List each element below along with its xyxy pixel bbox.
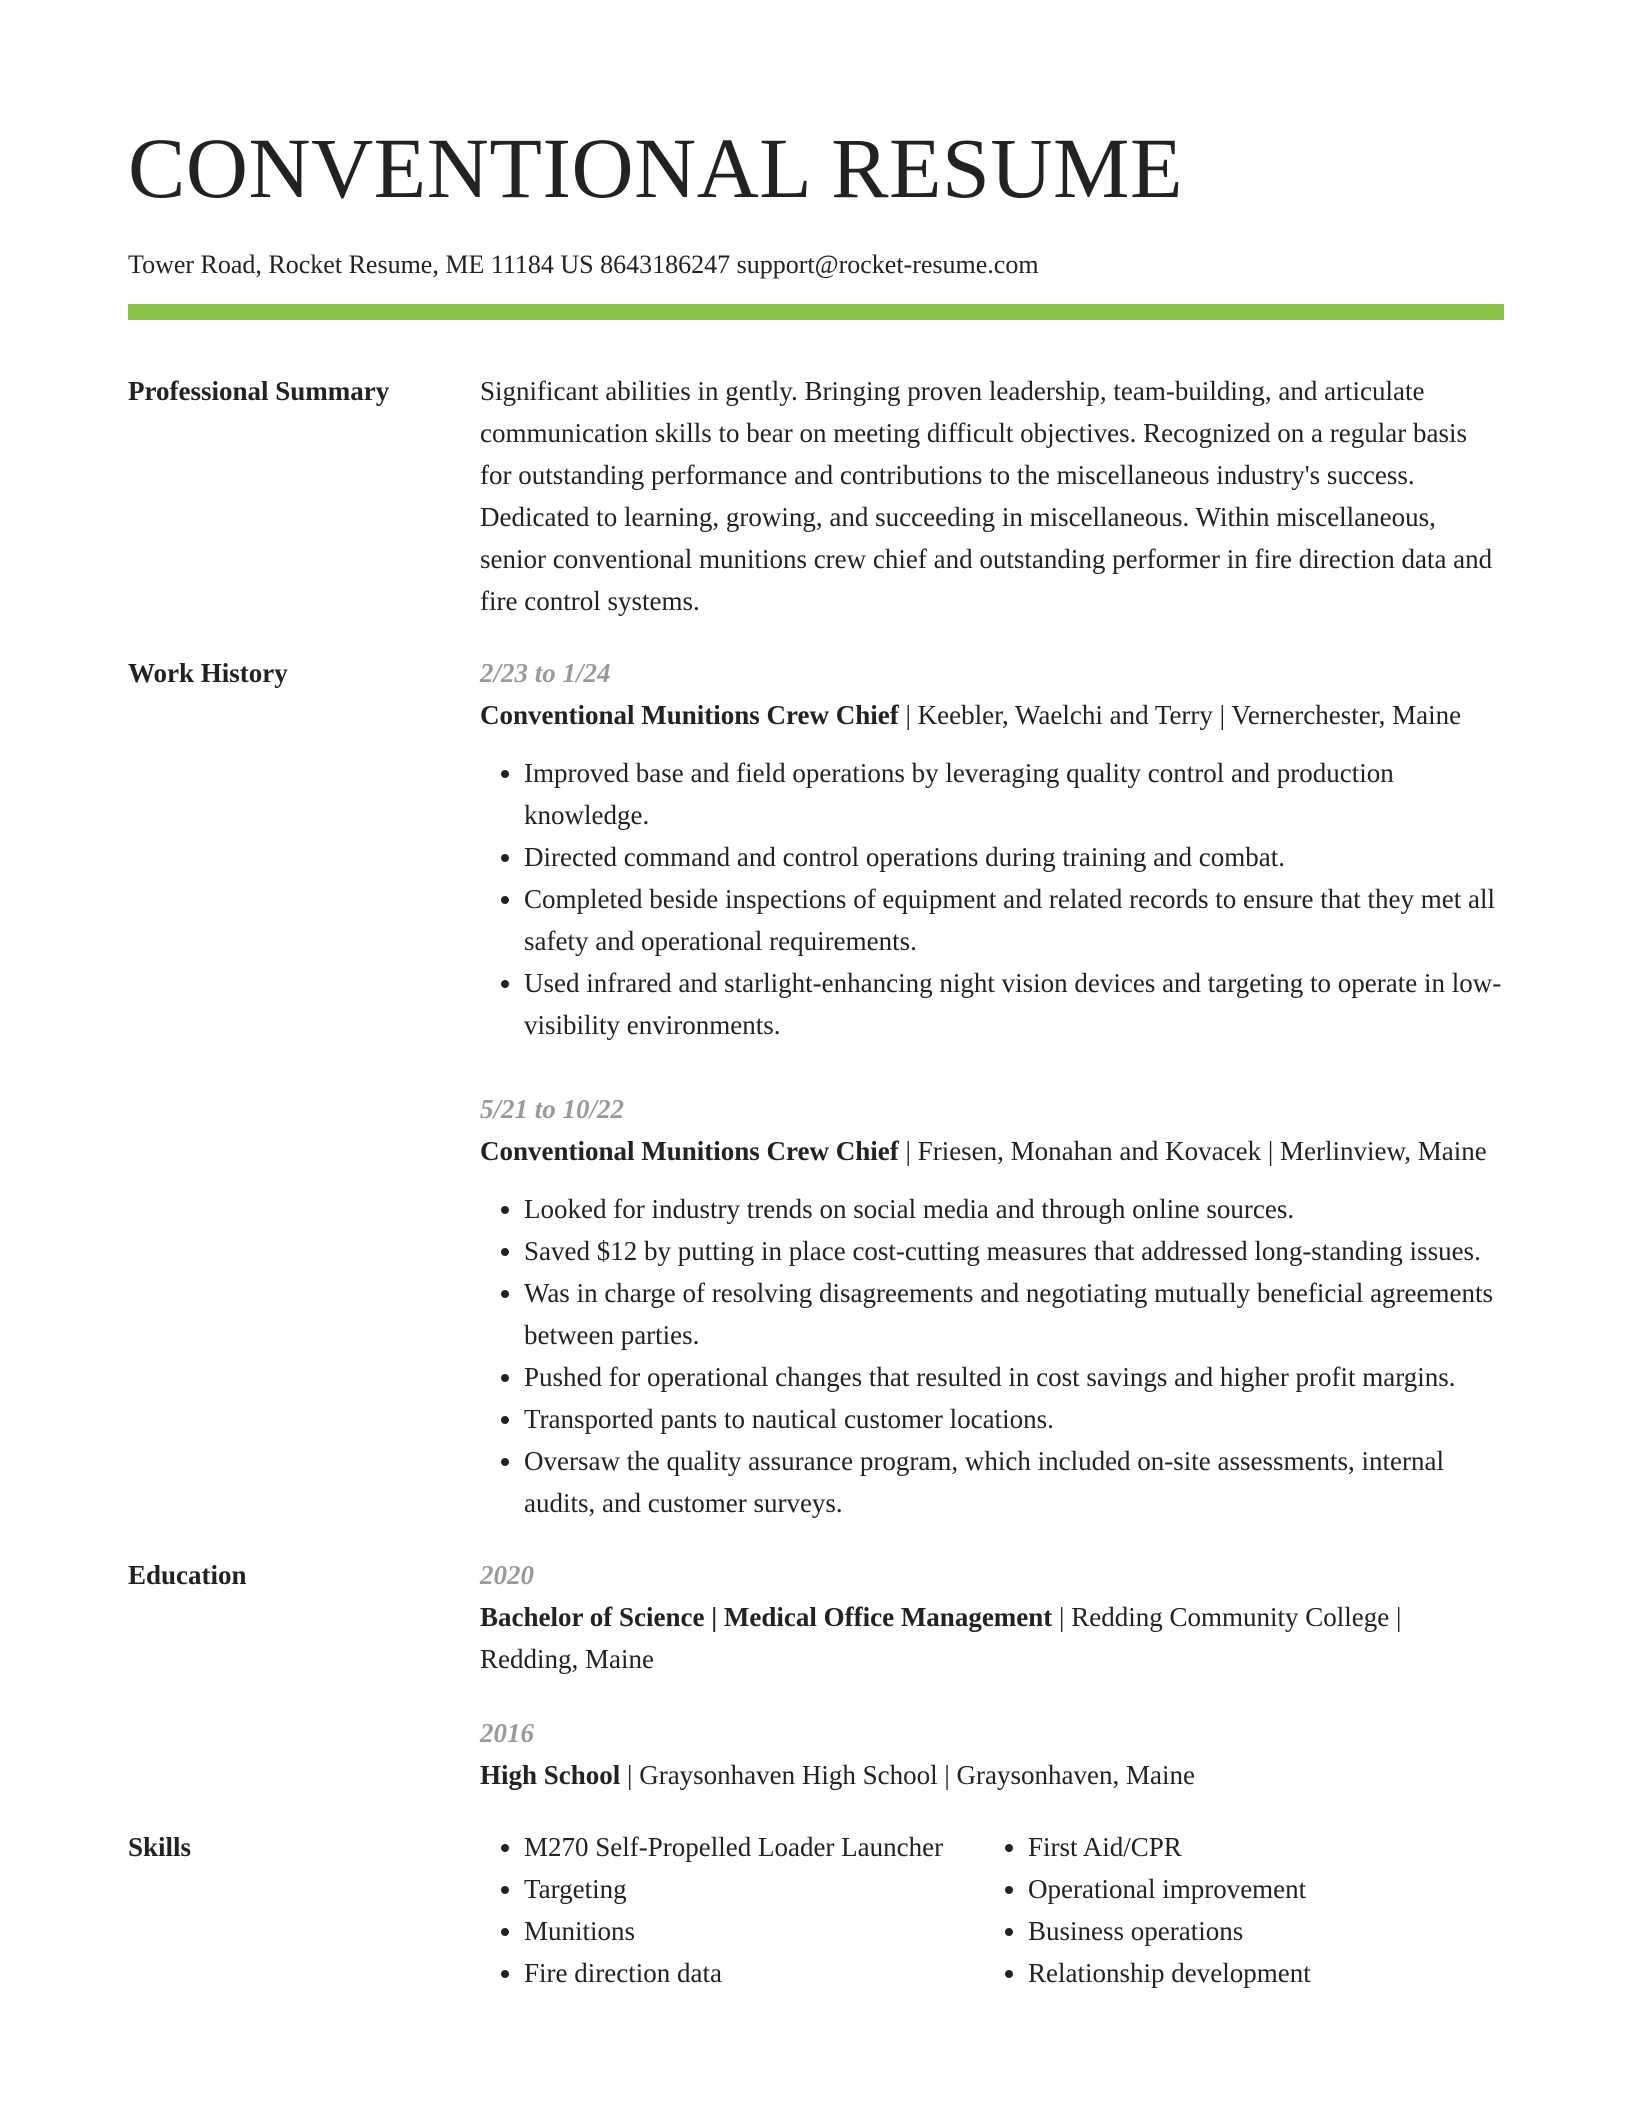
job-bullet: • Completed beside inspections of equipment and related records to ensure that they met all safety and operational requirements. <box>524 878 1504 962</box>
skills-grid <box>480 1826 1504 1994</box>
school-location: | Graysonhaven High School | Graysonhaven, Maine <box>620 1760 1195 1790</box>
job-entry <box>480 1088 1504 1524</box>
skill-item: • Operational improvement <box>1028 1868 1488 1910</box>
job-heading <box>480 694 1504 736</box>
job-bullet: • Pushed for operational changes that resulted in cost savings and higher profit margins. <box>524 1356 1504 1398</box>
work-history-heading: Work History <box>128 658 288 688</box>
skill-item: • Fire direction data <box>524 1952 984 1994</box>
job-bullet: • Was in charge of resolving disagreements and negotiating mutually beneficial agreements between parties. <box>524 1272 1504 1356</box>
job-bullet: • Looked for industry trends on social media and through online sources. <box>524 1188 1504 1230</box>
job-bullet: • Oversaw the quality assurance program, which included on-site assessments, internal audits, and customer surveys. <box>524 1440 1504 1524</box>
job-title: Conventional Munitions Crew Chief <box>480 700 899 730</box>
education-heading-line <box>480 1596 1504 1680</box>
job-title: Conventional Munitions Crew Chief <box>480 1136 899 1166</box>
work-history-section <box>128 652 1504 1524</box>
summary-heading: Professional Summary <box>128 376 390 406</box>
resume-page <box>128 0 1504 1994</box>
job-dates: 5/21 to 10/22 <box>480 1094 625 1124</box>
accent-divider <box>128 304 1504 320</box>
job-dates: 2/23 to 1/24 <box>480 658 611 688</box>
job-bullet: • Improved base and field operations by leveraging quality control and production knowledge. <box>524 752 1504 836</box>
skill-item: • First Aid/CPR <box>1028 1826 1488 1868</box>
education-section <box>128 1554 1504 1796</box>
degree-title: High School <box>480 1760 621 1790</box>
job-bullet-list <box>480 752 1504 1046</box>
job-bullet: • Directed command and control operations during training and combat. <box>524 836 1504 878</box>
skill-item: • Business operations <box>1028 1910 1488 1952</box>
skills-heading: Skills <box>128 1832 192 1862</box>
job-bullet-list <box>480 1188 1504 1524</box>
skill-item: • Targeting <box>524 1868 984 1910</box>
education-entry <box>480 1712 1504 1796</box>
skills-section <box>128 1826 1504 1994</box>
skills-column-1 <box>480 1826 984 1994</box>
degree-title: Bachelor of Science | Medical Office Management <box>480 1602 1053 1632</box>
education-heading-line <box>480 1754 1504 1796</box>
school-location: | Redding Community College | Redding, Maine <box>480 1602 1402 1674</box>
contact-line: Tower Road, Rocket Resume, ME 11184 US 8643186247 support@rocket-resume.com <box>128 250 1039 279</box>
education-year: 2016 <box>480 1718 534 1748</box>
job-entry <box>480 652 1504 1046</box>
resume-name: CONVENTIONAL RESUME <box>128 120 1183 216</box>
skills-column-2 <box>984 1826 1488 1994</box>
job-bullet: • Transported pants to nautical customer locations. <box>524 1398 1504 1440</box>
summary-section <box>128 370 1504 622</box>
education-entry <box>480 1554 1504 1680</box>
job-employer-location: | Friesen, Monahan and Kovacek | Merlinview, Maine <box>898 1136 1487 1166</box>
skill-item: • Relationship development <box>1028 1952 1488 1994</box>
job-bullet: • Saved $12 by putting in place cost-cutting measures that addressed long-standing issues. <box>524 1230 1504 1272</box>
skill-item: • M270 Self-Propelled Loader Launcher <box>524 1826 984 1868</box>
summary-text: Significant abilities in gently. Bringing proven leadership, team-building, and articulate communication skills to bear on meeting difficult objectives. Recognized on a regular basis for outstanding performance and contributions to the miscellaneous industry's success. Dedicated to learning, growing, and succeeding in miscellaneous. Within miscellaneous, senior conventional munitions crew chief and outstanding performer in fire direction data and fire control systems. <box>480 376 1493 616</box>
job-heading <box>480 1130 1504 1172</box>
job-bullet: • Used infrared and starlight-enhancing night vision devices and targeting to operate in low-visibility environments. <box>524 962 1504 1046</box>
job-employer-location: | Keebler, Waelchi and Terry | Vernerchester, Maine <box>898 700 1462 730</box>
education-heading: Education <box>128 1560 247 1590</box>
education-year: 2020 <box>480 1560 534 1590</box>
skill-item: • Munitions <box>524 1910 984 1952</box>
